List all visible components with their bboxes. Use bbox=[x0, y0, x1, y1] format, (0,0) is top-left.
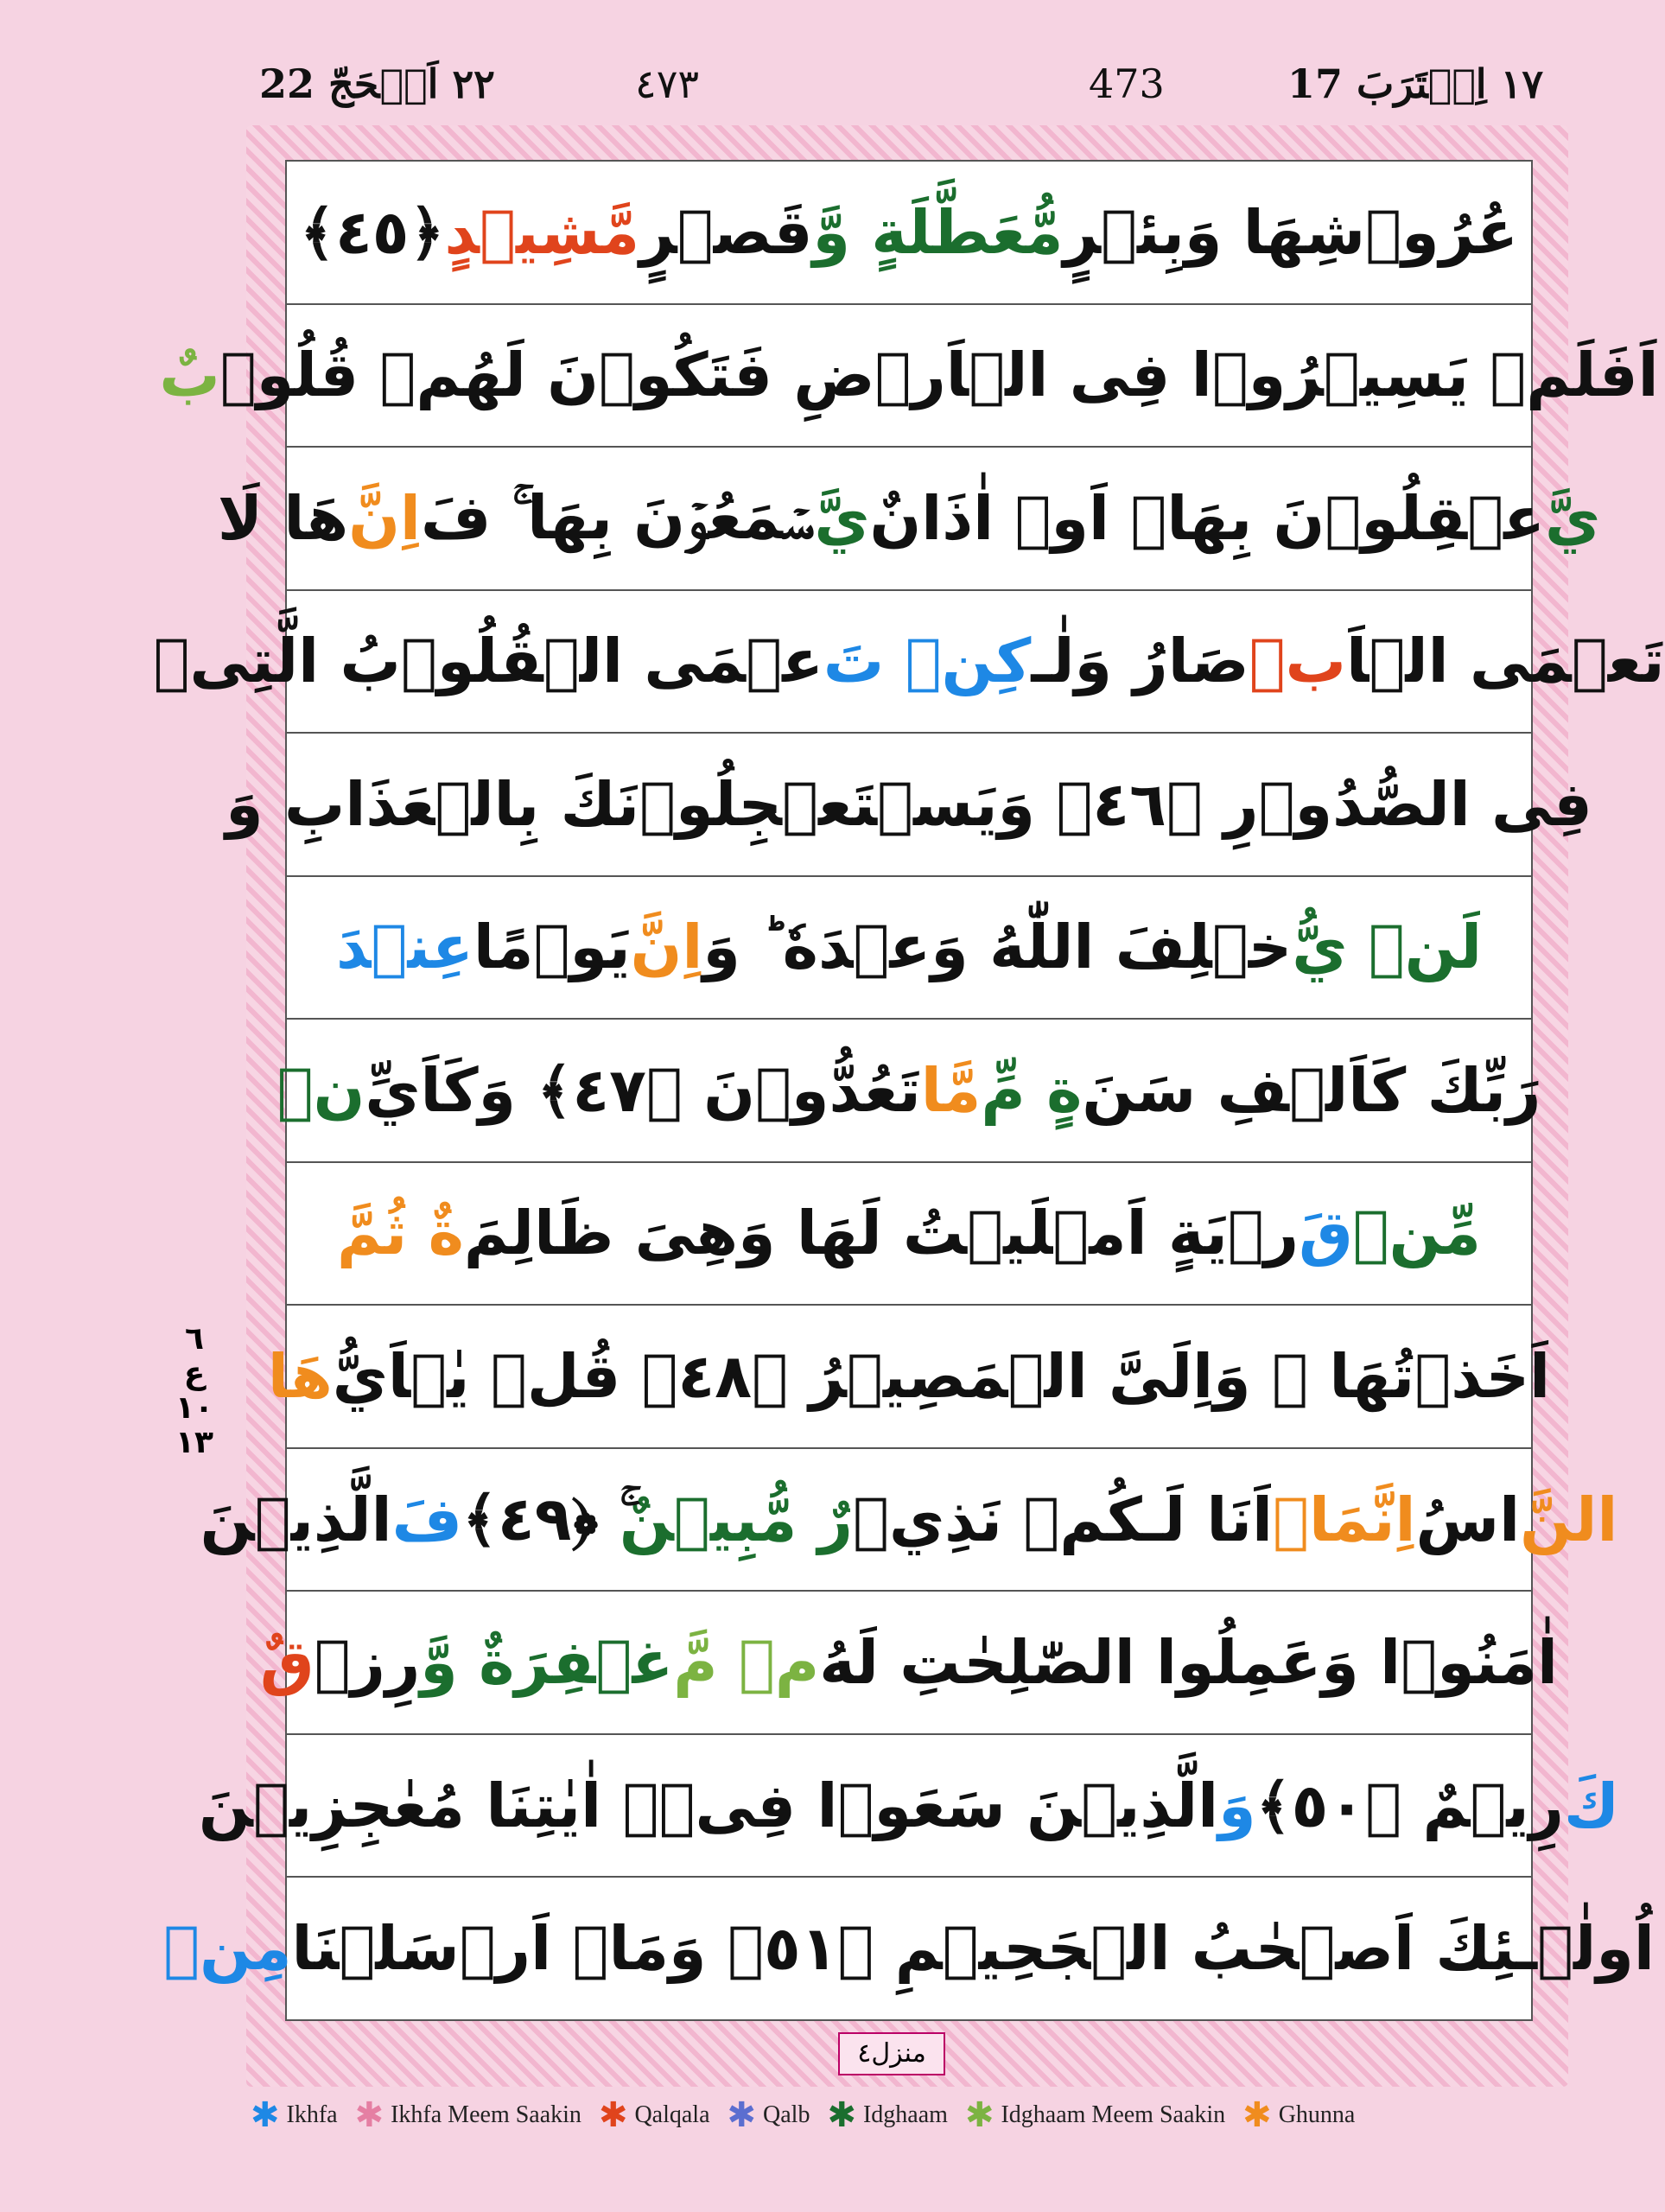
text-segment: عۡقِلُوۡنَ بِهَاۤ اَوۡ اٰذَانٌ bbox=[869, 482, 1545, 554]
text-segment: فِى الصُّدُوۡرِ ﴿٤٦﴾ وَيَسۡتَعۡجِلُوۡنَكَ بِالۡعَذَابِ وَ bbox=[226, 768, 1592, 840]
star-icon: ✱ bbox=[827, 2095, 856, 2134]
ruku-top: ٦ bbox=[185, 1321, 204, 1357]
text-segment: رۡيَةٍ اَمۡلَيۡتُ لَهَا وَهِىَ ظَالِمَ bbox=[463, 1198, 1300, 1269]
text-segment: الَّذِيۡنَ سَعَوۡا فِىۡۤ اٰيٰتِنَا مُعٰجِزِيۡنَ bbox=[198, 1770, 1219, 1841]
ruku-middle: ١٠ bbox=[175, 1390, 213, 1426]
legend-label: Idghaam bbox=[862, 2101, 948, 2128]
text-segment: اِنَّمَاۤ bbox=[1272, 1484, 1416, 1555]
surah-number: 22 bbox=[259, 60, 315, 107]
text-segment: نۡ bbox=[276, 1054, 365, 1126]
text-segment: اِنَّ bbox=[630, 912, 703, 983]
legend-label: Idghaam Meem Saakin bbox=[1001, 2101, 1226, 2128]
legend-item bbox=[251, 2095, 338, 2134]
star-icon: ✱ bbox=[598, 2095, 628, 2134]
legend-label: Ghunna bbox=[1278, 2101, 1356, 2128]
text-segment: هَا bbox=[267, 1341, 333, 1413]
text-segment: قَ bbox=[1299, 1198, 1353, 1269]
legend-label: Ikhfa Meem Saakin bbox=[391, 2101, 581, 2128]
tajweed-legend bbox=[251, 2095, 1356, 2134]
text-segment: كِنۡ تَ bbox=[823, 626, 1032, 697]
text-segment: يَّ bbox=[1544, 482, 1601, 554]
legend-item bbox=[598, 2095, 710, 2134]
star-icon: ✱ bbox=[251, 2095, 280, 2134]
star-icon: ✱ bbox=[354, 2095, 384, 2134]
text-segment: فَ bbox=[391, 1484, 462, 1555]
text-segment: عِنۡدَ bbox=[336, 912, 473, 983]
text-segment: رِيۡمٌ ﴿٥٠﴾ bbox=[1255, 1770, 1564, 1841]
text-segment: بٌ bbox=[159, 340, 220, 411]
verse-line bbox=[287, 162, 1531, 305]
text-segment: لَنۡ يُّ bbox=[1292, 912, 1483, 983]
text-segment: كَ bbox=[1563, 1770, 1620, 1841]
header-right bbox=[1287, 60, 1543, 107]
verse-line bbox=[226, 734, 1592, 877]
text-segment: يَوۡمًا bbox=[473, 912, 631, 983]
text-segment: قَصۡرٍ bbox=[639, 196, 813, 268]
text-segment: ةٍ مِّ bbox=[981, 1054, 1083, 1126]
text-segment: ةٌ ثُمَّ bbox=[337, 1198, 464, 1269]
verse-line bbox=[276, 1020, 1541, 1163]
para-name: اِقۡتَرَبَ bbox=[1357, 60, 1487, 107]
legend-item bbox=[1242, 2095, 1356, 2134]
text-segment: وَ bbox=[1218, 1770, 1256, 1841]
star-icon: ✱ bbox=[1242, 2095, 1272, 2134]
verse-line bbox=[287, 877, 1531, 1020]
text-segment: مَّشِيۡدٍ bbox=[444, 196, 640, 268]
text-segment: صَارُ وَلٰـ bbox=[1031, 626, 1249, 697]
legend-item bbox=[727, 2095, 810, 2134]
ruku-bottom: ١٣ bbox=[175, 1425, 213, 1460]
page-number: 473 bbox=[1089, 60, 1165, 107]
page-number-arabic: ٤٧٣ bbox=[635, 60, 700, 107]
text-segment: النَّ bbox=[1520, 1484, 1618, 1555]
manzil-label: منزل٤ bbox=[838, 2032, 945, 2075]
star-icon: ✱ bbox=[727, 2095, 757, 2134]
verse-line bbox=[217, 448, 1601, 591]
text-segment: مۡ مَّ bbox=[673, 1627, 820, 1699]
verse-line bbox=[267, 1306, 1551, 1449]
text-segment: اَفَلَمۡ يَسِيۡرُوۡا فِى الۡاَرۡضِ فَتَكُوۡنَ لَهُمۡ قُلُوۡ bbox=[219, 340, 1659, 411]
text-segment: اسُ bbox=[1415, 1484, 1521, 1555]
ruku-marker bbox=[168, 1322, 220, 1460]
verse-line bbox=[287, 1163, 1531, 1306]
text-segment: عُرُوۡشِهَا وَبِئۡرٍ bbox=[1063, 196, 1518, 268]
text-segment: رٌ مُّبِيۡنٌ bbox=[619, 1484, 853, 1555]
text-segment: مَّا bbox=[920, 1054, 982, 1126]
ruku-letter: ع bbox=[183, 1356, 206, 1391]
text-segment: مِّنۡ bbox=[1352, 1198, 1481, 1269]
text-segment: اَنَا لَـكُمۡ نَذِيۡ bbox=[852, 1484, 1273, 1555]
text-segment: خۡلِفَ اللّٰهُ وَعۡدَهٗ ؕ وَ bbox=[702, 912, 1293, 983]
verse-line bbox=[153, 591, 1665, 734]
legend-item bbox=[354, 2095, 581, 2134]
para-number-arabic: ١٧ bbox=[1500, 60, 1544, 107]
text-segment: عۡمَى الۡقُلُوۡبُ الَّتِىۡ bbox=[153, 626, 823, 697]
star-icon: ✱ bbox=[964, 2095, 995, 2134]
para-number: 17 bbox=[1287, 60, 1344, 107]
verse-line bbox=[200, 1449, 1618, 1592]
legend-item bbox=[827, 2095, 948, 2134]
text-segment: رَبِّكَ كَاَلۡفِ سَنَ bbox=[1082, 1054, 1541, 1126]
surah-name: اَلۡحَجّ bbox=[328, 60, 439, 107]
text-segment: يَّ bbox=[814, 482, 870, 554]
header-left bbox=[259, 60, 495, 107]
text-segment: بۡ bbox=[1249, 626, 1347, 697]
verse-line bbox=[163, 1878, 1655, 2019]
text-segment: هَا لَا bbox=[217, 482, 349, 554]
text-segment: اُولٰۤـئِكَ اَصۡحٰبُ الۡجَحِيۡمِ ﴿٥١﴾ وَمَاۤ اَرۡسَلۡنَا bbox=[291, 1913, 1655, 1985]
text-segment: تَعُدُّوۡنَ ﴿٤٧﴾ وَكَاَيِّ bbox=[365, 1054, 921, 1126]
verse-line bbox=[260, 1592, 1558, 1735]
verse-line bbox=[198, 1735, 1620, 1878]
text-segment: مِنۡ bbox=[163, 1913, 292, 1985]
verse-line bbox=[159, 305, 1659, 448]
juz-number-arabic: ٢٢ bbox=[452, 60, 495, 107]
text-segment: سۡمَعُوۡنَ بِهَا ۚ فَ bbox=[420, 482, 815, 554]
text-segment: مُّعَطَّلَةٍ وَّ bbox=[812, 196, 1064, 268]
text-segment: اَخَذۡتُهَا ۚ وَاِلَىَّ الۡمَصِيۡرُ ﴿٤٨﴾ قُلۡ يٰۤاَيُّ bbox=[332, 1341, 1551, 1413]
legend-item bbox=[964, 2095, 1226, 2134]
legend-label: Qalb bbox=[763, 2101, 810, 2128]
text-segment: رِزۡ bbox=[314, 1627, 421, 1699]
text-segment: اِنَّ bbox=[348, 482, 421, 554]
text-segment: قٌ bbox=[260, 1627, 315, 1699]
text-segment: غۡفِرَةٌ وَّ bbox=[420, 1627, 674, 1699]
text-segment: تَعۡمَى الۡاَ bbox=[1346, 626, 1665, 697]
text-segment: اٰمَنُوۡا وَعَمِلُوا الصّٰلِحٰتِ لَهُ bbox=[819, 1627, 1558, 1699]
text-segment: الَّذِيۡنَ bbox=[200, 1484, 392, 1555]
legend-label: Ikhfa bbox=[286, 2101, 338, 2128]
legend-label: Qalqala bbox=[634, 2101, 710, 2128]
text-segment: ۚ ﴿٤٩﴾ bbox=[461, 1484, 620, 1555]
text-segment: ﴿٤٥﴾ bbox=[300, 196, 445, 268]
